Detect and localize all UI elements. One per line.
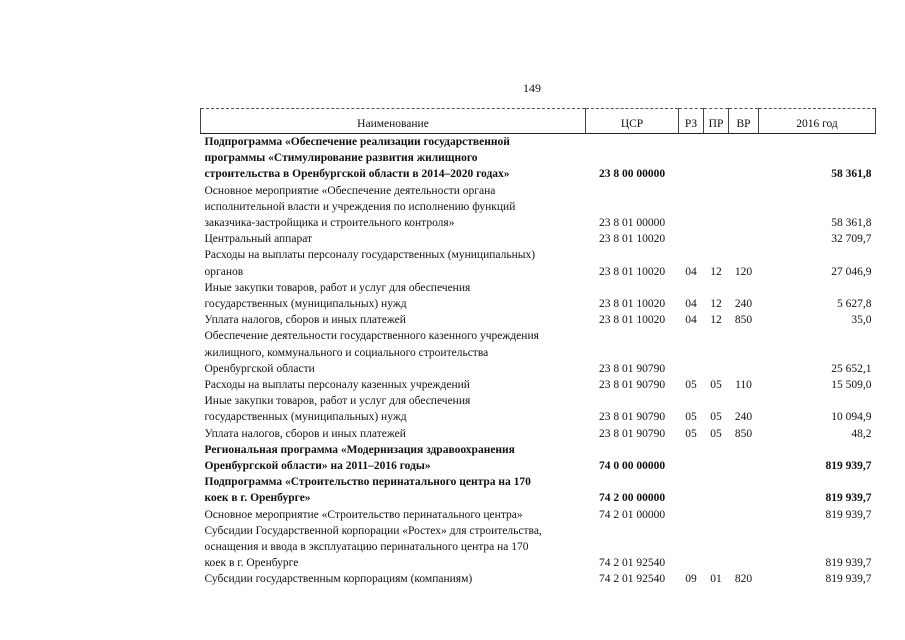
- row-csr: 23 8 01 90790: [598, 362, 666, 375]
- row-pr: [704, 523, 729, 572]
- row-amount: 25 652,1: [831, 362, 872, 375]
- row-pr: 05: [710, 427, 722, 440]
- row-name: [201, 183, 586, 232]
- table-row: [201, 474, 876, 506]
- row-csr: 23 8 01 90790: [598, 427, 666, 440]
- header-vr: ВР: [729, 109, 759, 134]
- row-vr: 240: [734, 298, 753, 311]
- row-rz: [679, 231, 704, 247]
- row-csr: 23 8 01 10020: [598, 265, 666, 278]
- row-name-line: коек в г. Оренбурге: [204, 557, 299, 570]
- row-rz: [679, 442, 704, 474]
- row-name: [201, 507, 586, 523]
- row-pr: [704, 442, 729, 474]
- row-amount: 58 361,8: [831, 217, 872, 230]
- row-name: [201, 523, 586, 572]
- row-amount: 58 361,8: [831, 168, 872, 181]
- row-csr: 74 0 00 00000: [598, 460, 666, 473]
- table-row: [201, 231, 876, 247]
- row-rz: [679, 183, 704, 232]
- row-name-line: Уплата налогов, сборов и иных платежей: [204, 314, 406, 327]
- row-name-line: Иные закупки товаров, работ и услуг для обеспечения: [204, 395, 471, 408]
- table-row: [201, 426, 876, 442]
- header-csr: ЦСР: [586, 109, 679, 134]
- table-row: [201, 571, 876, 587]
- row-name-line: строительства в Оренбургской области в 2014–2020 годах»: [204, 168, 510, 181]
- row-pr: [704, 474, 729, 506]
- row-amount: 819 939,7: [825, 508, 872, 521]
- row-name-line: программы «Стимулирование развития жилищного: [204, 152, 478, 165]
- row-name: [201, 134, 586, 183]
- row-vr: 850: [734, 427, 753, 440]
- row-name-line: оснащения и ввода в эксплуатацию перинатального центра на 170: [204, 541, 529, 554]
- table-row: [201, 247, 876, 279]
- row-name-line: государственных (муниципальных) нужд: [204, 298, 407, 311]
- row-pr: [704, 231, 729, 247]
- row-csr: 74 2 01 92540: [598, 573, 666, 586]
- row-rz: [679, 474, 704, 506]
- row-rz: 05: [685, 411, 697, 424]
- table-row: [201, 312, 876, 328]
- row-amount: 35,0: [851, 314, 872, 327]
- row-pr: 12: [710, 314, 722, 327]
- row-name-line: Оренбургской области: [204, 362, 315, 375]
- row-csr: 23 8 01 00000: [598, 217, 666, 230]
- row-amount: 27 046,9: [831, 265, 872, 278]
- row-csr: 74 2 01 00000: [598, 508, 666, 521]
- row-name-line: Региональная программа «Модернизация здравоохранения: [204, 443, 515, 456]
- header-rz: РЗ: [679, 109, 704, 134]
- row-name-line: Расходы на выплаты персоналу государственных (муниципальных): [204, 249, 536, 262]
- budget-table: [200, 108, 876, 588]
- row-vr: 850: [734, 314, 753, 327]
- row-vr: 110: [735, 379, 752, 392]
- row-name-line: Субсидии государственным корпорациям (компаниям): [204, 573, 473, 586]
- row-rz: [679, 134, 704, 183]
- table-row: [201, 377, 876, 393]
- row-pr: 01: [710, 573, 722, 586]
- row-name: [201, 280, 586, 312]
- row-pr: [704, 134, 729, 183]
- row-name: [201, 231, 586, 247]
- row-csr: 74 2 00 00000: [598, 492, 666, 505]
- row-vr: [729, 474, 759, 506]
- row-rz: [679, 328, 704, 377]
- table-row: [201, 280, 876, 312]
- row-name-line: жилищного, коммунального и социального строительства: [204, 346, 489, 359]
- row-vr: 240: [734, 411, 753, 424]
- row-csr: 23 8 01 90790: [598, 411, 666, 424]
- row-pr: [704, 183, 729, 232]
- header-amount: 2016 год: [759, 109, 876, 134]
- row-rz: 05: [685, 379, 697, 392]
- row-vr: [729, 231, 759, 247]
- row-amount: 5 627,8: [837, 298, 872, 311]
- row-name-line: Расходы на выплаты персоналу казенных учреждений: [204, 379, 470, 392]
- row-amount: 10 094,9: [831, 411, 872, 424]
- row-pr: 12: [710, 298, 722, 311]
- table-row: [201, 442, 876, 474]
- row-name-line: Обеспечение деятельности государственного казенного учреждения: [204, 330, 539, 343]
- row-name-line: Подпрограмма «Строительство перинатального центра на 170: [204, 476, 531, 489]
- row-name: [201, 393, 586, 425]
- page-number: 149: [523, 81, 541, 95]
- header-name: Наименование: [201, 109, 586, 134]
- table-row: [201, 134, 876, 183]
- table-row: [201, 507, 876, 523]
- row-vr: [729, 328, 759, 377]
- row-vr: 120: [734, 265, 753, 278]
- row-name-line: Иные закупки товаров, работ и услуг для обеспечения: [204, 281, 471, 294]
- row-vr: [729, 183, 759, 232]
- row-csr: 23 8 01 90790: [598, 379, 666, 392]
- table-row: [201, 183, 876, 232]
- row-name: [201, 571, 586, 587]
- row-csr: 23 8 00 00000: [598, 168, 666, 181]
- row-amount: 819 939,7: [825, 460, 872, 473]
- row-rz: [679, 507, 704, 523]
- row-amount: 32 709,7: [831, 233, 872, 246]
- row-pr: [704, 328, 729, 377]
- row-rz: 04: [685, 298, 697, 311]
- row-rz: [679, 523, 704, 572]
- row-name-line: органов: [204, 265, 244, 278]
- row-pr: 12: [710, 265, 722, 278]
- row-name-line: государственных (муниципальных) нужд: [204, 411, 407, 424]
- row-name-line: Основное мероприятие «Обеспечение деятельности органа: [204, 184, 496, 197]
- row-csr: 23 8 01 10020: [598, 298, 666, 311]
- table-header: [201, 109, 876, 134]
- row-name-line: исполнительной власти и учреждения по исполнению функций: [204, 200, 516, 213]
- row-name-line: Субсидии Государственной корпорации «Ростех» для строительства,: [204, 524, 542, 537]
- row-vr: [729, 523, 759, 572]
- row-rz: 05: [685, 427, 697, 440]
- row-pr: [704, 507, 729, 523]
- row-amount: 819 939,7: [825, 573, 872, 586]
- row-name: [201, 474, 586, 506]
- row-csr: 23 8 01 10020: [598, 233, 666, 246]
- row-amount: 819 939,7: [825, 492, 872, 505]
- row-name-line: Оренбургской области» на 2011–2016 годы»: [204, 460, 431, 473]
- row-csr: 23 8 01 10020: [598, 314, 666, 327]
- row-name-line: Подпрограмма «Обеспечение реализации государственной: [204, 136, 510, 148]
- row-vr: [729, 507, 759, 523]
- row-rz: 04: [685, 314, 697, 327]
- row-name-line: Уплата налогов, сборов и иных платежей: [204, 427, 406, 440]
- row-csr: 74 2 01 92540: [598, 557, 666, 570]
- row-name: [201, 312, 586, 328]
- row-name-line: заказчика-застройщика и строительного контроля»: [204, 217, 455, 230]
- row-rz: 04: [685, 265, 697, 278]
- row-vr: [729, 134, 759, 183]
- row-vr: 820: [734, 573, 753, 586]
- row-pr: 05: [710, 411, 722, 424]
- header-pr: ПР: [704, 109, 729, 134]
- row-name: [201, 377, 586, 393]
- row-amount: 48,2: [851, 427, 872, 440]
- row-name-line: Основное мероприятие «Строительство перинатального центра»: [204, 508, 523, 521]
- table-row: [201, 523, 876, 572]
- row-name-line: Центральный аппарат: [204, 233, 313, 246]
- row-vr: [729, 442, 759, 474]
- row-amount: 819 939,7: [825, 557, 872, 570]
- row-name: [201, 328, 586, 377]
- row-name-line: коек в г. Оренбурге»: [204, 492, 311, 505]
- row-amount: 15 509,0: [831, 379, 872, 392]
- row-pr: 05: [710, 379, 722, 392]
- row-name: [201, 247, 586, 279]
- table-row: [201, 393, 876, 425]
- table-row: [201, 328, 876, 377]
- table-body: [201, 134, 876, 588]
- row-name: [201, 426, 586, 442]
- row-rz: 09: [685, 573, 697, 586]
- row-name: [201, 442, 586, 474]
